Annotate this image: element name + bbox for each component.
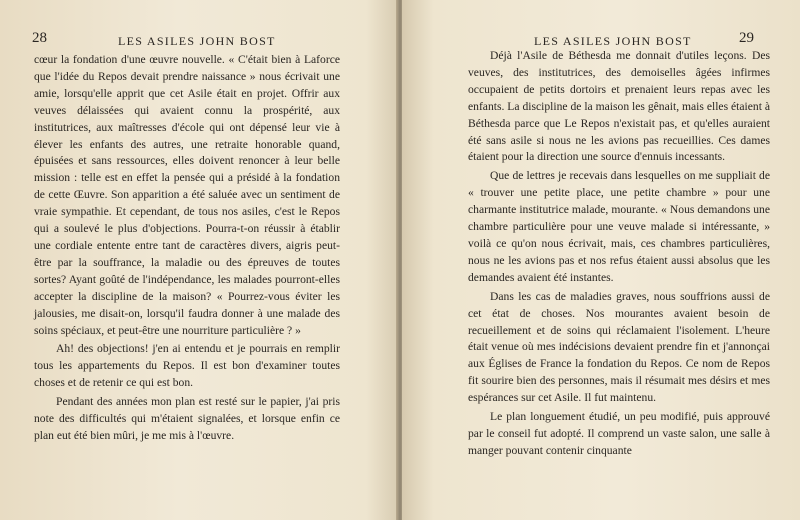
paragraph: Que de lettres je recevais dans lesquelles on me suppliait de « trouver une petite place, une petite chambre » pour une charmante institutrice malade, mourante. « Nous demandons une chambre particulière pour une veuve malade si intéressante, » voilà ce qu'on nous écrivait, mais, ces chambres particulières, nous ne les avions pas et nos refus étaient aussi absolus que les demandes avaient été instantes. (468, 169, 770, 284)
paragraph: Pendant des années mon plan est resté sur le papier, j'ai pris note des difficultés qui m'étaient signalées, et lorsque enfin ce plan eut été bien mûri, je me mis à l'œuvre. (34, 395, 340, 442)
page-body (34, 52, 340, 445)
paragraph: Ah! des objections! j'en ai entendu et je pourrais en remplir tous les appartements du Repos. Il est bon d'examiner toutes choses et de retenir ce qui est bon. (34, 342, 340, 390)
right-page (402, 0, 800, 520)
paragraph: Dans les cas de maladies graves, nous souffrions aussi de cet état de choses. Nos mourantes avaient besoin de recueillement et de soins qui réclamaient l'isolement. L'heure était venue où mes indécisions devaient prendre fin et j'annonçai aux Églises de France la fondation du Repos. Ce nom de Repos fit sourire bien des personnes, mais il résumait mes désirs et mes espérances sur cet Asile. Il fut maintenu. (468, 289, 770, 405)
paragraph: Le plan longuement étudié, un peu modifié, puis approuvé par le conseil fut adopté. Il comprend un vaste salon, une salle à manger pouvant contenir cinquante (468, 410, 770, 457)
page-number: 29 (739, 30, 754, 46)
running-header: LES ASILES JOHN BOST (118, 34, 276, 48)
running-header: LES ASILES JOHN BOST (534, 34, 692, 48)
page-number: 28 (32, 30, 47, 46)
paragraph: Déjà l'Asile de Béthesda me donnait d'utiles leçons. Des veuves, des institutrices, des demoiselles âgées infirmes occupaient de petits dortoirs et prenaient leurs repas avec les enfants. La discipline de la maison les gênait, mais elles étaient à Béthesda parce que Le Repos n'existait pas, et qu'elles auraient été sans asile si nous ne les avions pas recueillies. Ces dames étaient pour la direction une source d'ennuis incessants. (468, 49, 770, 164)
paragraph: cœur la fondation d'une œuvre nouvelle. « C'était bien à Laforce que l'idée du Repos devait prendre naissance » nous écrivait une amie, lorsqu'elle apprit que cet Asile était en projet. Offrir aux veuves délaissées qui avaient connu la prospérité, aux institutrices, aux maîtresses d'école qui ont dépensé leur vie à élever les enfants des autres, une retraite honorable quand, épuisées et sans ressources, elles doivent renoncer à leur belle mission : telle est en effet la pensée qui a présidé à la fondation de cette Œuvre. Son apparition a été saluée avec un sentiment de vraie sympathie. Et cependant, de tous nos asiles, c'est le Repos qui a soulevé le plus d'objections. Pourra-t-on réussir à établir une cordiale entente entre tant de caractères divers, aigris peut-être par la souffrance, la maladie ou des épreuves de toutes sortes? Ayant goûté de l'indépendance, les malades pourront-elles accepter la discipline de la maison? « Pourrez-vous éviter les jalousies, me disait-on, lorsqu'il faudra donner à une malade des soins spéciaux, et peut-être une nourriture particulière ? » (34, 53, 340, 337)
page-body (468, 48, 770, 460)
left-page (0, 0, 398, 520)
